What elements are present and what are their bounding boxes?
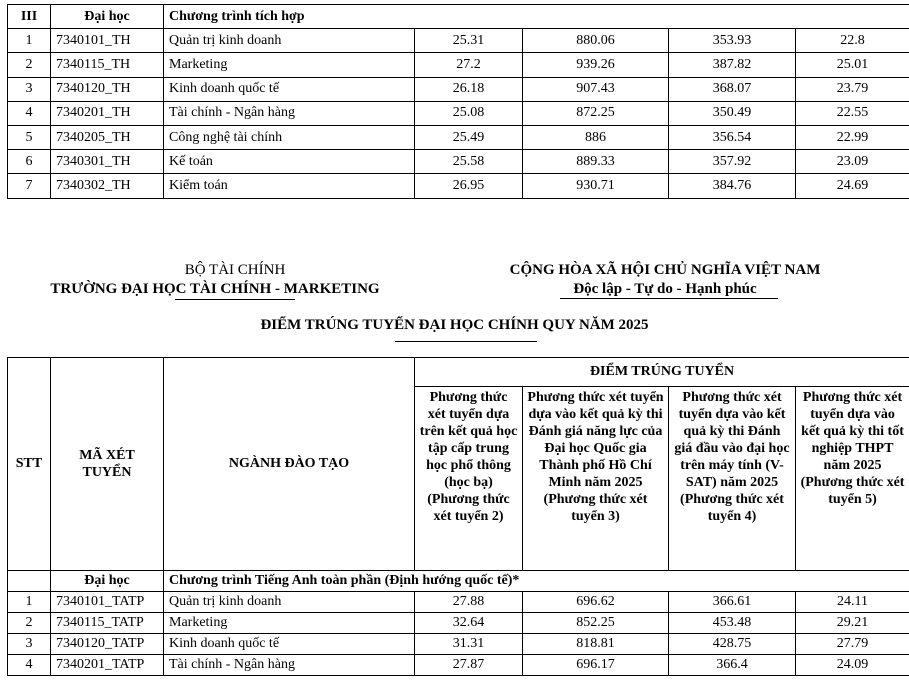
table-row: [8, 655, 909, 676]
stt-cell: 2: [8, 613, 51, 634]
code-cell: 7340115_TH: [51, 53, 164, 77]
major-cell: Marketing: [164, 613, 415, 634]
score-method5: 24.69: [796, 174, 909, 198]
score-method2: 25.08: [415, 101, 523, 125]
code-cell: 7340120_TH: [51, 77, 164, 101]
score-method4: 353.93: [669, 29, 796, 53]
score-method4: 350.49: [669, 101, 796, 125]
score-method5: 22.99: [796, 125, 909, 149]
stt-cell: 1: [8, 592, 51, 613]
stt-cell: 4: [8, 655, 51, 676]
stt-cell: 2: [8, 53, 51, 77]
section-level: Đại học: [51, 5, 164, 29]
code-cell: 7340302_TH: [51, 174, 164, 198]
score-method4: 453.48: [669, 613, 796, 634]
score-method5: 23.79: [796, 77, 909, 101]
score-method5: 29.21: [796, 613, 909, 634]
header-row: [8, 358, 909, 387]
code-cell: 7340201_TATP: [51, 655, 164, 676]
score-method2: 32.64: [415, 613, 523, 634]
score-method4: 368.07: [669, 77, 796, 101]
table-row: [8, 77, 909, 101]
method-4-header: Phương thức xét tuyển dựa vào kết quả kỳ thi Đánh giá đầu vào đại học trên máy tính (V-SAT) năm 2025 (Phương thức xét tuyển 4): [669, 387, 796, 571]
score-method3: 696.62: [523, 592, 669, 613]
score-method3: 872.25: [523, 101, 669, 125]
header-stt: STT: [8, 358, 51, 571]
table-row: [8, 150, 909, 174]
score-method2: 25.58: [415, 150, 523, 174]
section-program: Chương trình Tiếng Anh toàn phần (Định hướng quốc tế)*: [164, 571, 909, 592]
table-row: [8, 53, 909, 77]
method-2-header: Phương thức xét tuyển dựa trên kết quả học tập cấp trung học phổ thông (học bạ) (Phương thức xét tuyển 2): [415, 387, 523, 571]
method-5-header: Phương thức xét tuyển dựa vào kết quả kỳ thi tốt nghiệp THPT năm 2025 (Phương thức xét tuyển 5): [796, 387, 909, 571]
score-method2: 26.18: [415, 77, 523, 101]
score-method5: 22.8: [796, 29, 909, 53]
table-row: [8, 634, 909, 655]
table-row: [8, 592, 909, 613]
motto-underline: [560, 298, 778, 299]
document-title: ĐIỂM TRÚNG TUYỂN ĐẠI HỌC CHÍNH QUY NĂM 2025: [260, 317, 649, 333]
score-method3: 880.06: [523, 29, 669, 53]
stt-cell: 7: [8, 174, 51, 198]
code-cell: 7340205_TH: [51, 125, 164, 149]
score-method5: 25.01: [796, 53, 909, 77]
code-cell: 7340301_TH: [51, 150, 164, 174]
score-method4: 384.76: [669, 174, 796, 198]
table-row: [8, 613, 909, 634]
score-method2: 27.87: [415, 655, 523, 676]
score-method3: 886: [523, 125, 669, 149]
score-method4: 366.61: [669, 592, 796, 613]
score-method2: 27.88: [415, 592, 523, 613]
score-method5: 23.09: [796, 150, 909, 174]
code-cell: 7340120_TATP: [51, 634, 164, 655]
score-method2: 31.31: [415, 634, 523, 655]
major-cell: Marketing: [164, 53, 415, 77]
major-cell: Quản trị kinh doanh: [164, 592, 415, 613]
score-method3: 907.43: [523, 77, 669, 101]
score-method4: 366.4: [669, 655, 796, 676]
score-method3: 939.26: [523, 53, 669, 77]
stt-cell: 4: [8, 101, 51, 125]
admission-score-table: [7, 357, 909, 676]
major-cell: Kinh doanh quốc tế: [164, 77, 415, 101]
score-method4: 357.92: [669, 150, 796, 174]
major-cell: Tài chính - Ngân hàng: [164, 101, 415, 125]
score-method3: 889.33: [523, 150, 669, 174]
school-underline: [175, 299, 295, 300]
section-program: Chương trình tích hợp: [164, 5, 909, 29]
section-roman: III: [8, 5, 51, 29]
table-row: [8, 125, 909, 149]
score-method3: 852.25: [523, 613, 669, 634]
score-method3: 930.71: [523, 174, 669, 198]
score-method3: 696.17: [523, 655, 669, 676]
stt-cell: 3: [8, 77, 51, 101]
major-cell: Kế toán: [164, 150, 415, 174]
section-blank: [8, 571, 51, 592]
code-cell: 7340101_TATP: [51, 592, 164, 613]
major-cell: Tài chính - Ngân hàng: [164, 655, 415, 676]
score-method4: 387.82: [669, 53, 796, 77]
code-cell: 7340115_TATP: [51, 613, 164, 634]
score-method3: 818.81: [523, 634, 669, 655]
major-cell: Kinh doanh quốc tế: [164, 634, 415, 655]
method-3-header: Phương thức xét tuyển dựa vào kết quả kỳ thi Đánh giá năng lực của Đại học Quốc gia Thành phố Hồ Chí Minh năm 2025 (Phương thức xét tuyển 3): [523, 387, 669, 571]
ministry-name: BỘ TÀI CHÍNH: [184, 262, 286, 278]
stt-cell: 1: [8, 29, 51, 53]
score-method2: 27.2: [415, 53, 523, 77]
stt-cell: 3: [8, 634, 51, 655]
header-scores: ĐIỂM TRÚNG TUYỂN: [415, 358, 909, 387]
table-row: [8, 101, 909, 125]
major-cell: Quản trị kinh doanh: [164, 29, 415, 53]
score-method4: 428.75: [669, 634, 796, 655]
integrated-program-table: [7, 4, 909, 199]
table-row: [8, 174, 909, 198]
score-method2: 26.95: [415, 174, 523, 198]
major-cell: Kiểm toán: [164, 174, 415, 198]
stt-cell: 5: [8, 125, 51, 149]
table-row: [8, 29, 909, 53]
header-major: NGÀNH ĐÀO TẠO: [164, 358, 415, 571]
school-name: TRƯỜNG ĐẠI HỌC TÀI CHÍNH - MARKETING: [50, 281, 380, 297]
republic-title: CỘNG HÒA XÃ HỘI CHỦ NGHĨA VIỆT NAM: [509, 262, 821, 278]
header-code: MÃ XÉT TUYỂN: [51, 358, 164, 571]
section-row: [8, 571, 909, 592]
score-method4: 356.54: [669, 125, 796, 149]
score-method5: 24.11: [796, 592, 909, 613]
code-cell: 7340201_TH: [51, 101, 164, 125]
section-row: [8, 5, 909, 29]
score-method2: 25.49: [415, 125, 523, 149]
national-motto: Độc lập - Tự do - Hạnh phúc: [573, 281, 757, 297]
score-method2: 25.31: [415, 29, 523, 53]
score-method5: 24.09: [796, 655, 909, 676]
score-method5: 27.79: [796, 634, 909, 655]
stt-cell: 6: [8, 150, 51, 174]
code-cell: 7340101_TH: [51, 29, 164, 53]
major-cell: Công nghệ tài chính: [164, 125, 415, 149]
score-method5: 22.55: [796, 101, 909, 125]
title-underline: [395, 341, 537, 342]
section-level: Đại học: [51, 571, 164, 592]
